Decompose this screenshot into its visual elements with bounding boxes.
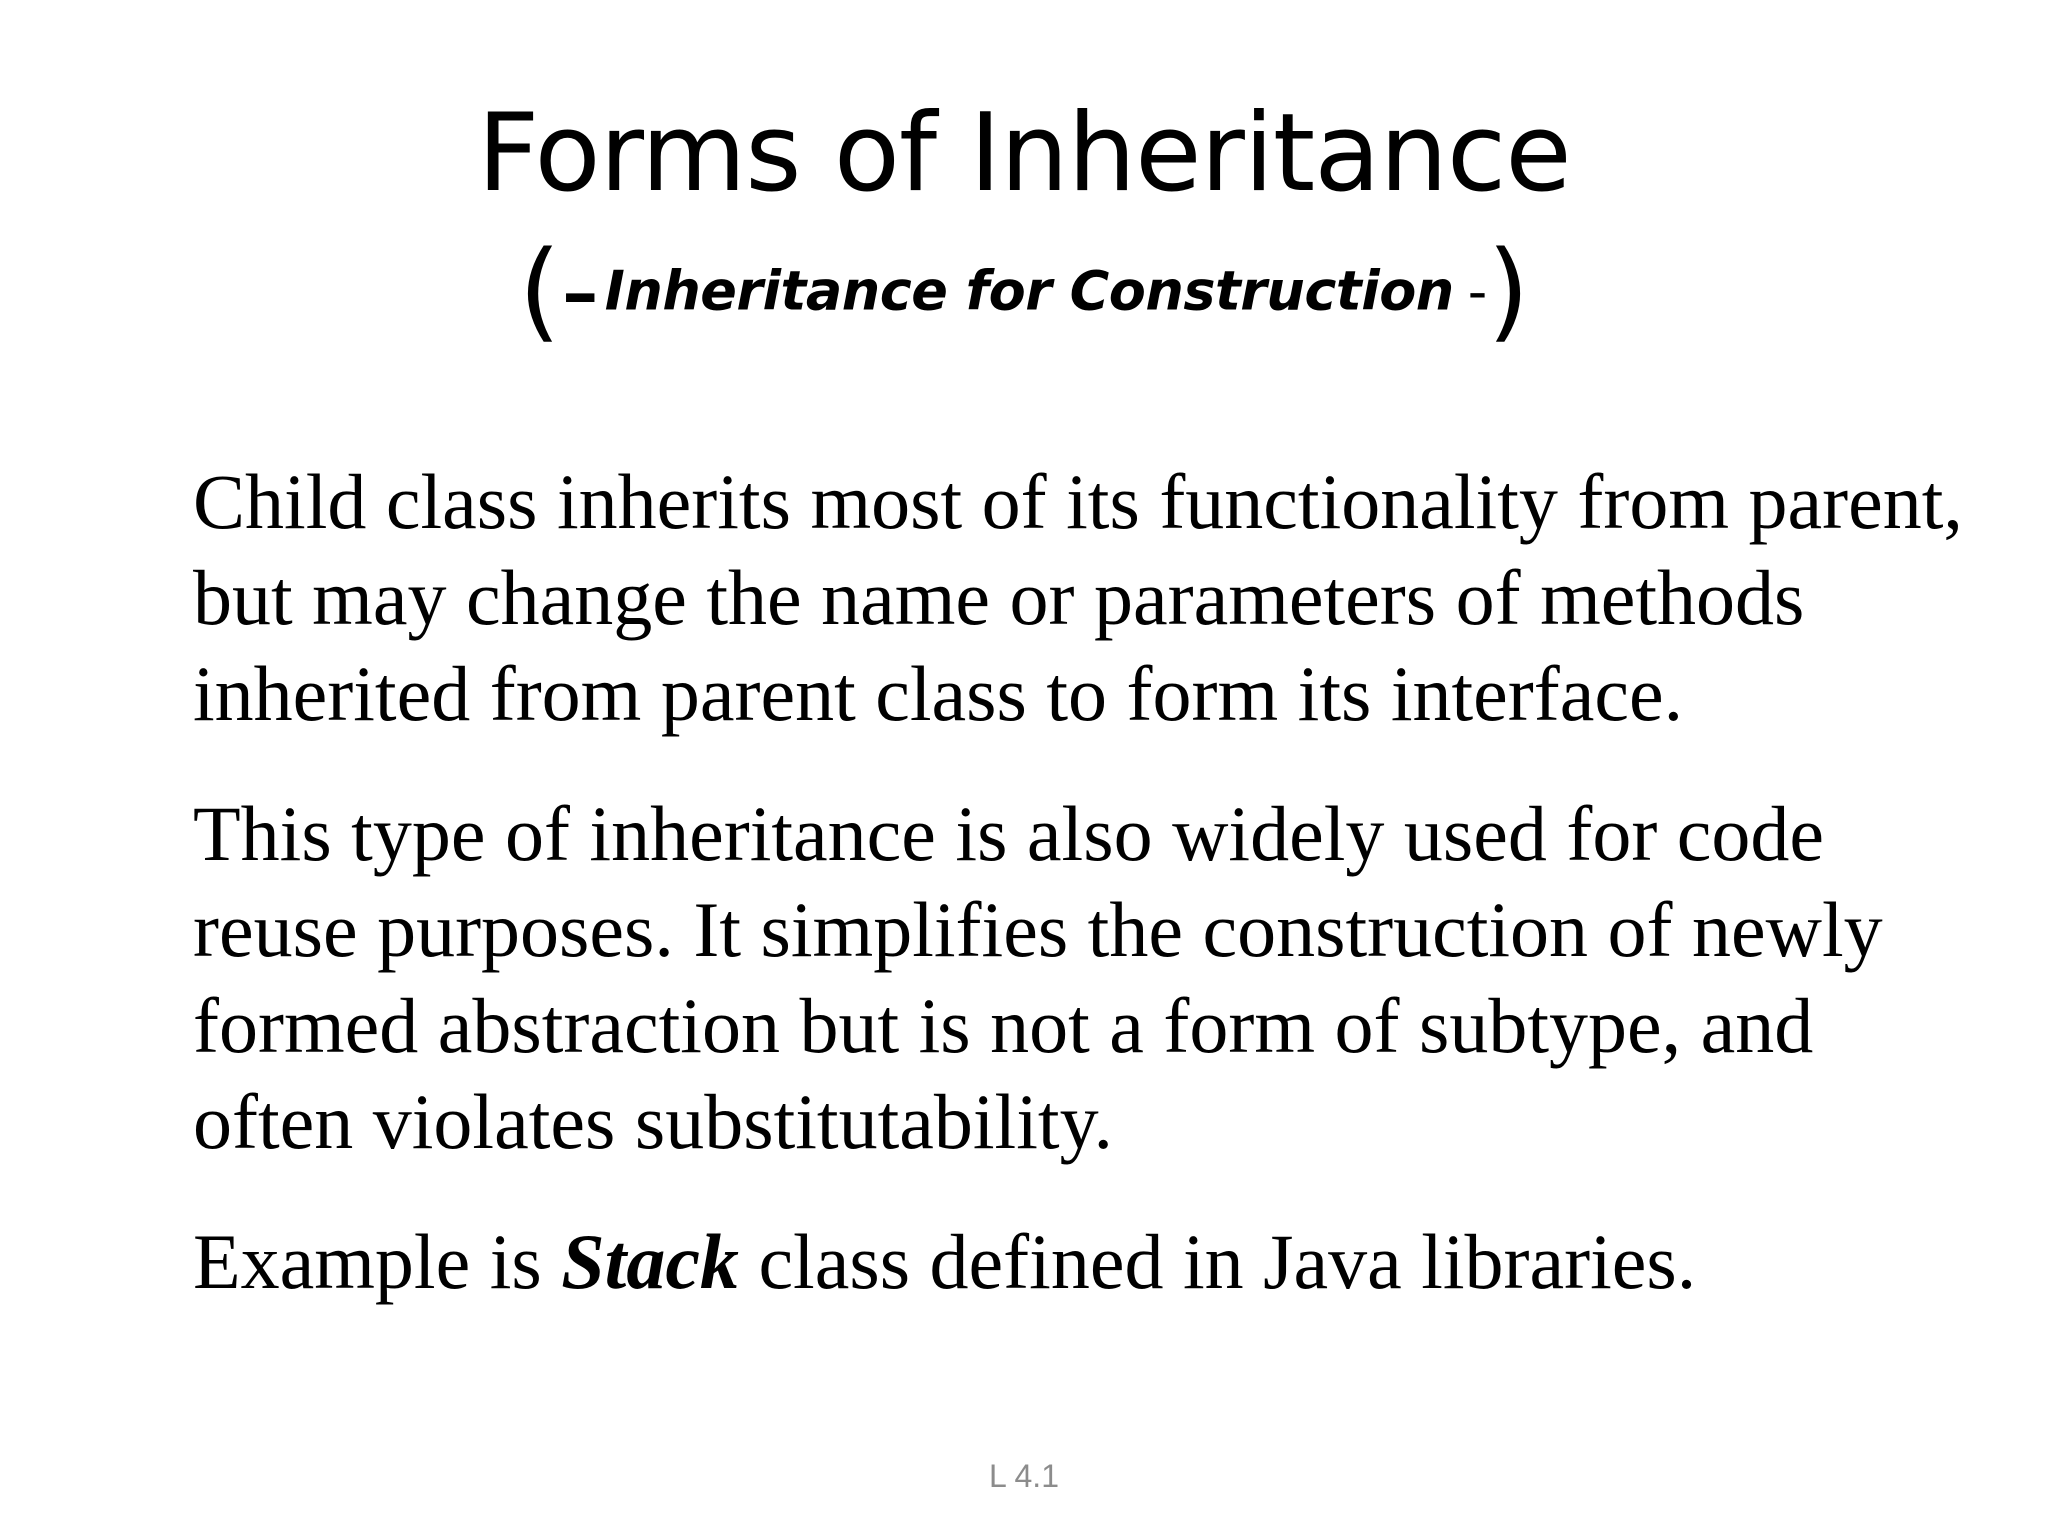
subtitle-dash: - xyxy=(1467,259,1488,323)
paragraph-example xyxy=(193,1214,2033,1310)
subtitle-open-paren: (- xyxy=(518,228,600,354)
subtitle-text: Inheritance for Construction xyxy=(604,259,1454,323)
title-block xyxy=(0,88,2048,357)
paragraph-usage: This type of inheritance is also widely used for code reuse purposes. It simplifies the construction of newly formed abstraction but is not a form of subtype, and often violates substitutability. xyxy=(193,790,1883,1165)
subtitle-close-paren: ) xyxy=(1487,228,1530,354)
slide-subtitle xyxy=(0,226,2048,357)
example-emphasis: Stack xyxy=(561,1218,739,1305)
example-prefix: Example is xyxy=(193,1218,562,1305)
paragraph-definition: Child class inherits most of its functionality from parent, but may change the name or parameters of methods inherited from parent class to form its interface. xyxy=(193,458,1963,737)
example-suffix: class defined in Java libraries. xyxy=(738,1218,1697,1305)
slide-body xyxy=(193,454,2033,1310)
slide-title: Forms of Inheritance xyxy=(477,91,1571,216)
slide-footer: L 4.1 xyxy=(989,1458,1059,1494)
